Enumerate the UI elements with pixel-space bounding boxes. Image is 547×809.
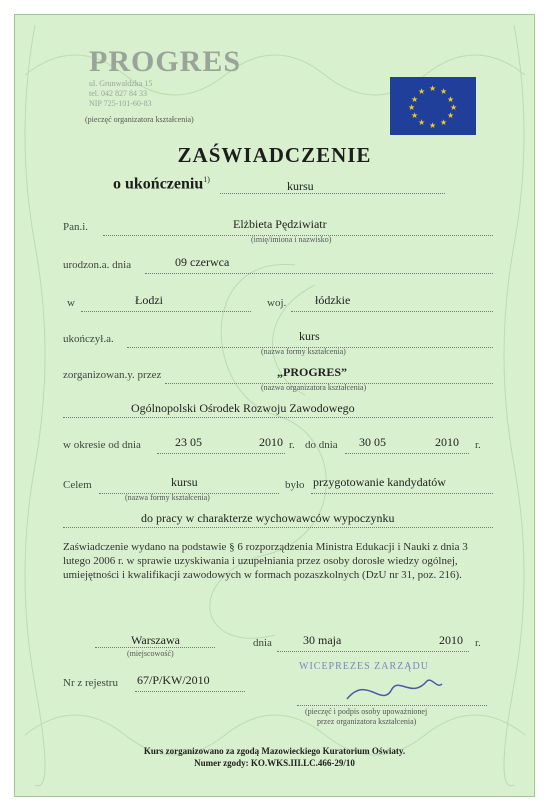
year-suffix: r. [289, 439, 295, 451]
birth-date: 09 czerwca [175, 255, 230, 269]
form-caption: (nazwa formy kształcenia) [261, 347, 346, 356]
footer-approval: Kurs zorganizowano za zgodą Mazowieckiego Kuratorium Oświaty. [143, 746, 406, 756]
dotted-line [277, 651, 469, 652]
eu-flag-icon: ★ ★ ★ ★ ★ ★ ★ ★ ★ ★ ★ ★ [390, 77, 476, 135]
signature-caption-line1: (pieczęć i podpis osoby upoważnionej [305, 707, 428, 716]
dotted-line [135, 691, 245, 692]
footer-approval-number: Numer zgody: KO.WKS.III.LC.466-29/10 [194, 758, 355, 768]
register-label: Nr z rejestru [63, 677, 118, 689]
handwritten-signature [337, 669, 447, 709]
issue-year: 2010 [439, 633, 463, 647]
organizer-caption: (nazwa organizatora kształcenia) [261, 383, 367, 392]
to-label: do dnia [305, 439, 338, 451]
pan-label: Pan.i. [63, 221, 89, 233]
birth-place: Łodzi [135, 293, 163, 307]
purpose-line2: do pracy w charakterze wychowawców wypoczynku [141, 511, 395, 525]
certificate [14, 14, 535, 797]
to-year: 2010 [435, 435, 459, 449]
organized-label: zorganizowan.y. przez [63, 369, 162, 381]
organizer-logo [89, 45, 264, 109]
organizer-stamp-caption: (pieczęć organizatora kształcenia) [85, 115, 194, 124]
dotted-line [297, 705, 487, 706]
from-year: 2010 [259, 435, 283, 449]
document-subtitle: o ukończeniu$^{1)}$ [113, 175, 210, 193]
organizer-full-name: Ogólnopolski Ośrodek Rozwoju Zawodowego [131, 401, 355, 415]
logo-text: PROGRES [89, 45, 242, 78]
address-line: tel. 042 827 84 33 [89, 89, 147, 98]
issue-place: Warszawa [131, 633, 181, 647]
purpose-form-caption: (nazwa formy kształcenia) [125, 493, 210, 502]
organizer-name: „PROGRES” [277, 365, 348, 379]
in-label: w [67, 297, 75, 309]
dotted-line [345, 453, 469, 454]
dotted-line [145, 273, 493, 274]
to-date: 30 05 [359, 435, 386, 449]
name-caption: (imię/imiona i nazwisko) [251, 235, 332, 244]
signature-stamp: WICEPREZES ZARZĄDU [299, 661, 429, 672]
address-line: ul. Grunwaldzka 15 [89, 79, 153, 88]
footnote-marker: 1) [203, 175, 210, 184]
purpose: przygotowanie kandydatów [313, 475, 446, 489]
from-date: 23 05 [175, 435, 202, 449]
holder-name: Elżbieta Pędziwiatr [233, 217, 327, 231]
dotted-line [291, 311, 493, 312]
year-suffix: r. [475, 439, 481, 451]
completed-label: ukończył.a. [63, 333, 114, 345]
dotted-line [63, 417, 493, 418]
dotted-line [63, 527, 493, 528]
signature-caption-line2: przez organizatora kształcenia) [317, 717, 417, 726]
register-number: 67/P/KW/2010 [137, 673, 210, 687]
place-caption: (miejscowość) [127, 649, 174, 658]
year-suffix: r. [475, 637, 481, 649]
issue-date: 30 maja [303, 633, 342, 647]
training-form: kurs [299, 329, 320, 343]
dotted-line [157, 453, 285, 454]
dnia-label: dnia [253, 637, 272, 649]
dotted-line [311, 493, 493, 494]
voivodeship: łódzkie [315, 293, 351, 307]
purpose-form: kursu [171, 475, 198, 489]
document-title: ZAŚWIADCZENIE [177, 143, 372, 167]
dotted-line [81, 311, 251, 312]
voivodeship-label: woj. [267, 297, 287, 309]
was-label: było [285, 479, 305, 491]
course-type-top: kursu [287, 179, 314, 193]
legal-basis-text: Zaświadczenie wydano na podstawie § 6 rozporządzenia Ministra Edukacji i Nauki z dnia 3 lutego 2006 r. w sprawie uzyskiwania i uzupełniania przez osoby dorosłe wiedzy ogólnej, umiejętności i kwalifikacji zawodowych w formach pozaszkolnych (DzU nr 31, poz. 216). [63, 541, 468, 581]
purpose-label: Celem [63, 479, 92, 491]
born-label: urodzon.a. dnia [63, 259, 132, 271]
address-line: NIP 725-101-60-83 [89, 99, 152, 108]
dotted-line [220, 193, 445, 194]
period-label: w okresie od dnia [63, 439, 141, 451]
